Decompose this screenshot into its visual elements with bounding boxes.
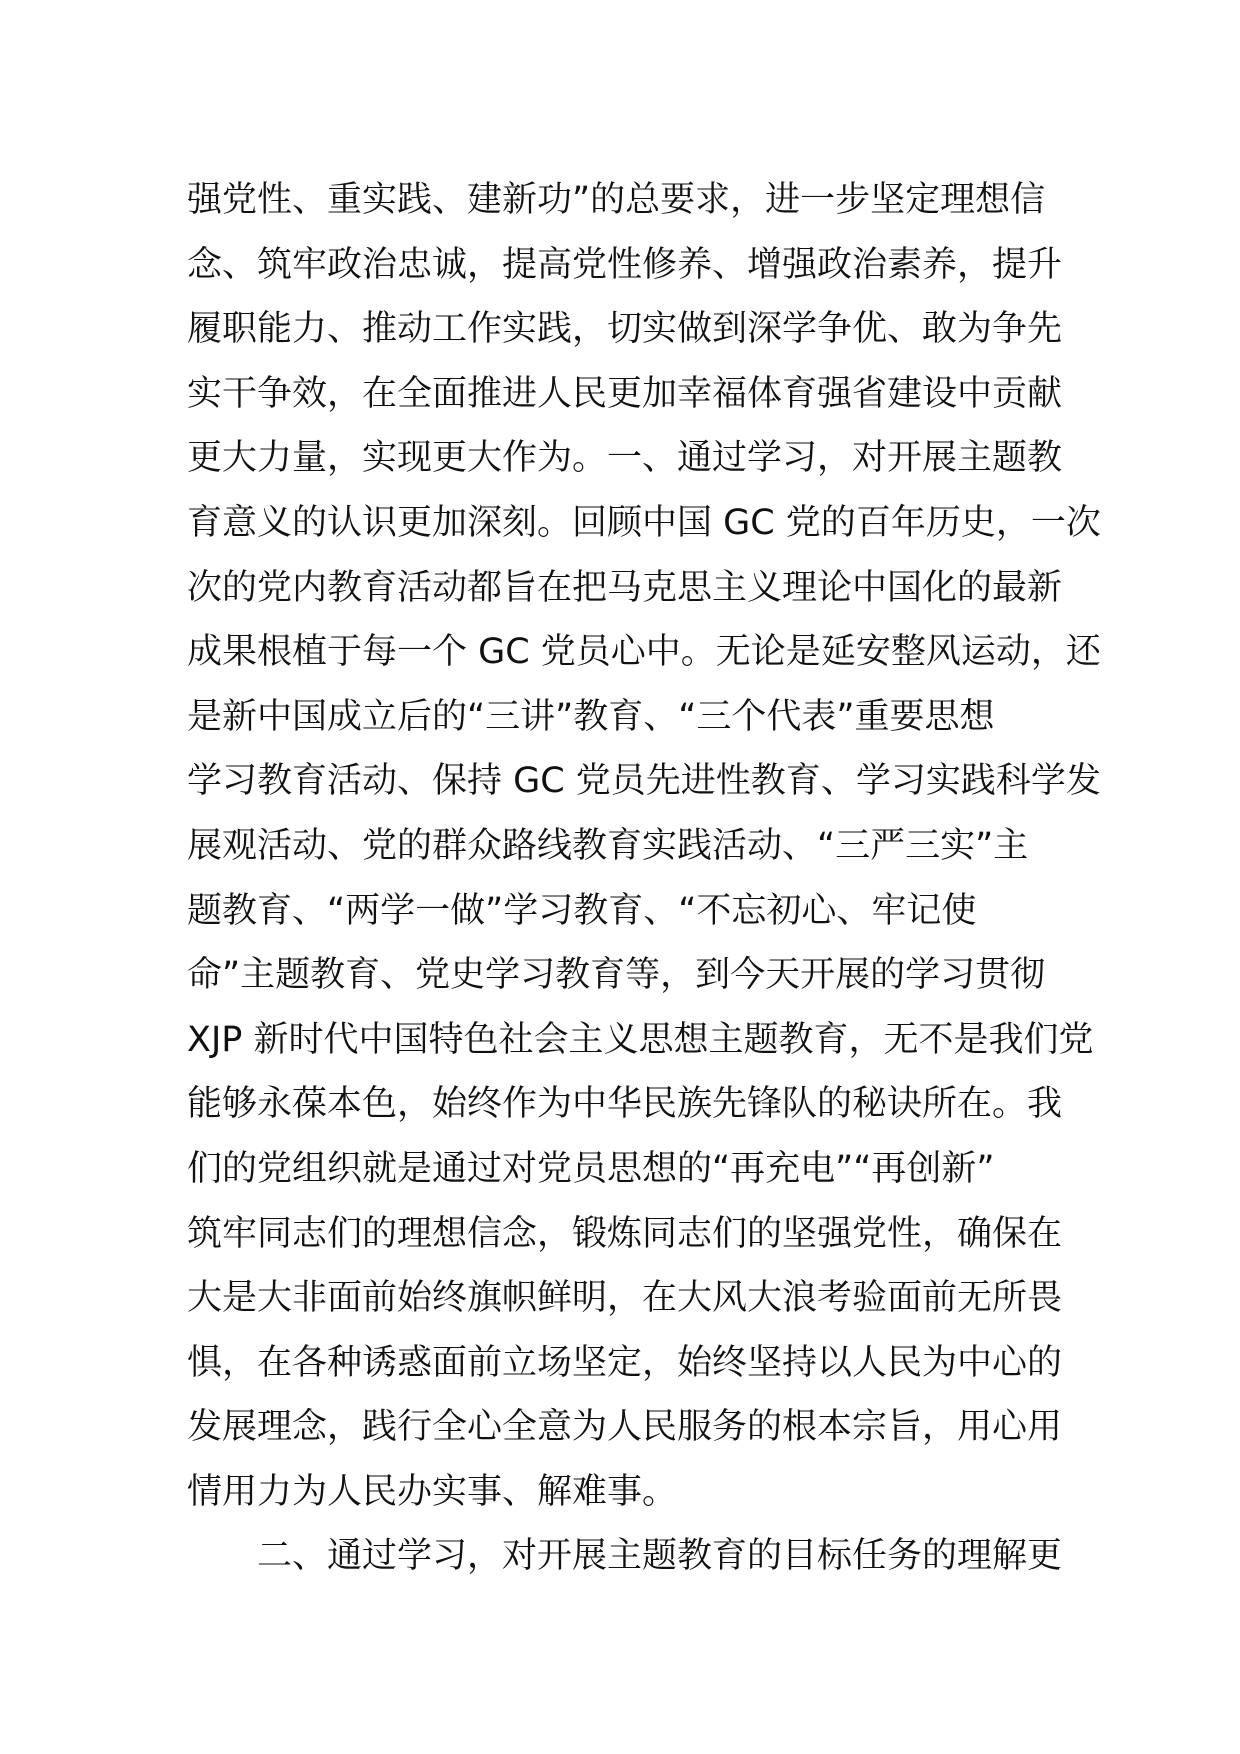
- text-line: 学习教育活动、保持 GC 党员先进性教育、学习实践科学发: [187, 761, 1101, 802]
- paragraph-two-first-line: 二、通过学习，对开展主题教育的目标任务的理解更: [257, 1536, 1063, 1577]
- text-line: 更大力量，实现更大作为。一、通过学习，对开展主题教: [187, 438, 1063, 479]
- text-line: 命”主题教育、党史学习教育等，到今天开展的学习贯彻: [187, 955, 1046, 996]
- text-line: 们的党组织就是通过对党员思想的“再充电”“再创新”: [187, 1148, 995, 1189]
- text-line: 强党性、重实践、建新功”的总要求，进一步坚定理想信: [187, 180, 1046, 220]
- text-line: 筑牢同志们的理想信念，锻炼同志们的坚强党性，确保在: [187, 1213, 1063, 1254]
- text-line: 育意义的认识更加深刻。回顾中国 GC 党的百年历史，一次: [187, 502, 1101, 543]
- text-line: 情用力为人民办实事、解难事。: [187, 1471, 678, 1512]
- text-line: XJP 新时代中国特色社会主义思想主题教育，无不是我们党: [187, 1019, 1094, 1060]
- text-line: 念、筑牢政治忠诚，提高党性修养、增强政治素养，提升: [187, 244, 1063, 285]
- text-line: 题教育、“两学一做”学习教育、“不忘初心、牢记使: [187, 890, 977, 931]
- body-text: [187, 168, 1101, 1589]
- text-line: 履职能力、推动工作实践，切实做到深学争优、敢为争先: [187, 309, 1063, 350]
- text-line: 惧，在各种诱惑面前立场坚定，始终坚持以人民为中心的: [187, 1342, 1063, 1383]
- text-line: 能够永葆本色，始终作为中华民族先锋队的秘诀所在。我: [187, 1084, 1063, 1125]
- text-line: 实干争效，在全面推进人民更加幸福体育强省建设中贡献: [187, 373, 1063, 414]
- text-line: 发展理念，践行全心全意为人民服务的根本宗旨，用心用: [187, 1407, 1063, 1448]
- text-line: 成果根植于每一个 GC 党员心中。无论是延安整风运动，还: [187, 632, 1101, 673]
- text-line: 大是大非面前始终旗帜鲜明，在大风大浪考验面前无所畏: [187, 1278, 1063, 1319]
- text-line: 次的党内教育活动都旨在把马克思主义理论中国化的最新: [187, 567, 1063, 608]
- text-line: 是新中国成立后的“三讲”教育、“三个代表”重要思想: [187, 696, 995, 737]
- text-line: 展观活动、党的群众路线教育实践活动、“三严三实”主: [187, 825, 1029, 866]
